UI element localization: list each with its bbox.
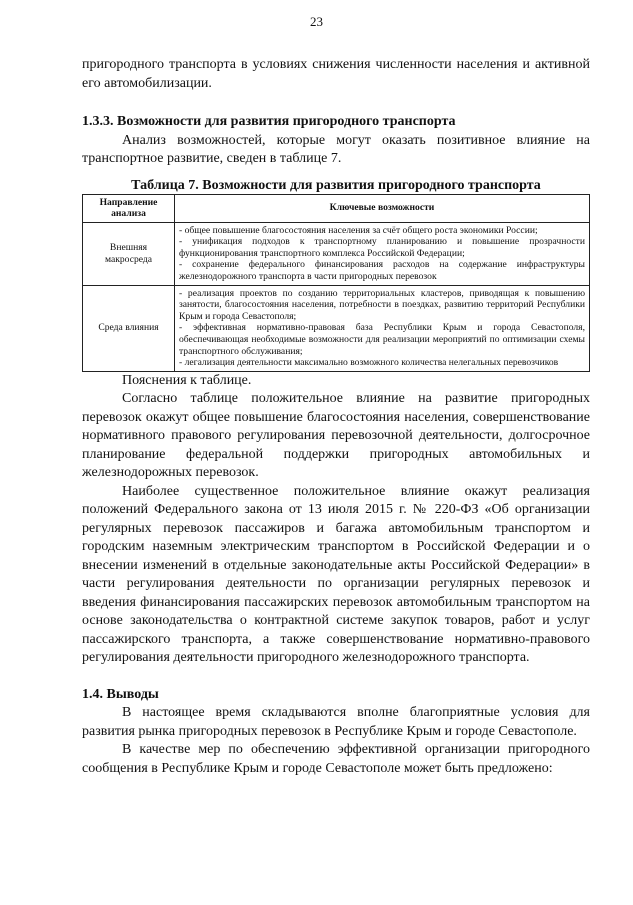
page-number: 23 [310,14,323,29]
conclusions-paragraph-1: В настоящее время складываются вполне благоприятные условия для развития рынка пригородных перевозок в Республике Крым и городе Севастополе. [82,705,590,739]
list-item: - сохранение федерального финансирования расходов на содержание инфраструктуры железнодорожного транспорта в части пригородных перевозок [179,259,585,283]
list-item: - реализация проектов по созданию территориальных кластеров, приводящая к повышению занятости, благосостояния населения, потребности в поездках, развитию территорий Республики Крым и города Севастополя; [179,287,585,322]
table-row [83,222,590,285]
explanation-paragraph-2: Наиболее существенное положительное влияние окажут реализация положений Федерального закона от 13 июля 2015 г. № 220-ФЗ «Об организации регулярных перевозок пассажиров и багажа автомобильным транспортом и городским наземным электрическим транспортом в Российской Федерации и о внесении изменений в отдельные законодательные акты Российской Федерации» в части регулирования деятельности по организации регулярных перевозок и введения финансирования пассажирских перевозок автомобильным транспортом на основе законодательства о контрактной системе закупок товаров, работ и услуг пассажирского транспорта, а также совершенствование нормативно-правового регулирования деятельности пригородного железнодорожного транспорта. [82,483,590,666]
explanation-label: Пояснения к таблице. [122,372,252,388]
conclusions-paragraph-2: В качестве мер по обеспечению эффективной организации пригородного сообщения в Республике Крым и городе Севастополе может быть предложено: [82,742,590,776]
list-item: - унификация подходов к транспортному планированию и повышение прозрачности функционирования транспортного комплекса Российской Федерации; [179,236,585,259]
table-cell-env: Среда влияния [83,285,175,371]
list-item: - легализация деятельности максимально возможного количества нелегальных перевозчиков [179,357,559,369]
table-header-direction: Направление анализа [83,194,175,222]
paragraph-continuation: пригородного транспорта в условиях снижения численности населения и активной его автомобилизации. [82,57,590,91]
opportunities-table [82,194,590,372]
table-title: Таблица 7. Возможности для развития пригородного транспорта [131,177,541,193]
section-heading-1-3-3: 1.3.3. Возможности для развития пригородного транспорта [82,114,456,129]
list-item: - эффективная нормативно-правовая база Республики Крым и города Севастополя, обеспечивающая необходимые возможности для реализации мероприятий по оптимизации схемы транспортного обслуживания; [179,322,585,357]
table-header-row [83,194,590,222]
table-header-opportunities: Ключевые возможности [175,194,590,222]
table-cell-env: Внешняя макросреда [83,222,175,285]
section-intro: Анализ возможностей, которые могут оказать позитивное влияние на транспортное развитие, сведен в таблице 7. [82,132,590,166]
list-item: - общее повышение благосостояния населения за счёт общего роста экономики России; [179,224,538,236]
table-row [83,285,590,371]
section-heading-1-4: 1.4. Выводы [82,686,159,702]
table-cell-items [175,285,590,371]
page-content [82,56,590,778]
table-cell-items [175,222,590,285]
explanation-paragraph-1: Согласно таблице положительное влияние на развитие пригородных перевозок окажут общее повышение благосостояния населения, совершенствование нормативного правового регулирования перевозочной деятельности, долгосрочное планирование федеральной поддержки пригородных автомобильных и железнодорожных перевозок. [82,391,590,481]
